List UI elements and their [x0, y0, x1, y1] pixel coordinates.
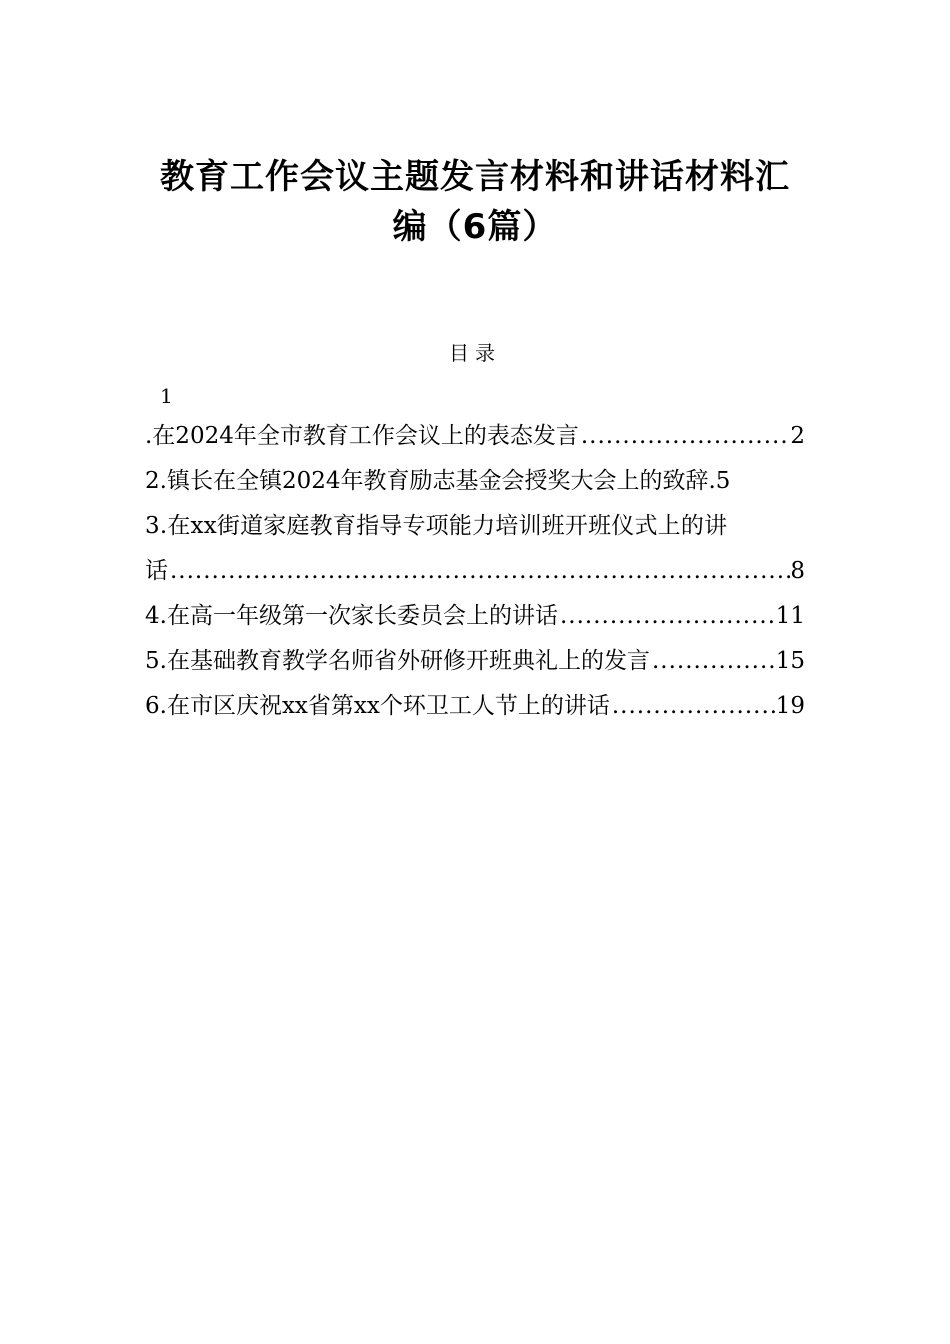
- toc-entry-5[interactable]: [145, 639, 805, 684]
- toc-entry-label: 4.在高一年级第一次家长委员会上的讲话: [145, 603, 558, 629]
- toc-leader-dots: [610, 684, 776, 729]
- document-title-line-2: 编（6篇）: [392, 207, 558, 247]
- toc-entry-label: 2.镇长在全镇2024年教育励志基金会授奖大会上的致辞.: [145, 468, 716, 494]
- toc-entry-6[interactable]: [145, 684, 805, 729]
- toc-entry-2[interactable]: [145, 459, 805, 504]
- toc-leader-dots: [168, 549, 790, 594]
- toc-leader-dots: [579, 414, 791, 459]
- toc-lead-number: 1: [160, 384, 173, 408]
- toc-entry-4[interactable]: [145, 594, 805, 639]
- toc-entry-page: 8: [790, 558, 805, 584]
- document-title: [145, 152, 805, 252]
- toc-entry-page: 15: [775, 648, 805, 674]
- toc-entry-label: .在2024年全市教育工作会议上的表态发言: [145, 423, 579, 449]
- toc-entry-page: 11: [775, 603, 805, 629]
- toc-leader-dots: [558, 594, 776, 639]
- toc-entry-page: 5: [715, 468, 731, 494]
- toc-leader-dots: [650, 639, 776, 684]
- toc-entry-3-continuation: [145, 549, 805, 594]
- toc-entry-page: 2: [790, 423, 805, 449]
- toc-entry-1[interactable]: [145, 414, 805, 459]
- toc-entry-label-continued: 话: [145, 558, 168, 584]
- table-of-contents: [145, 378, 805, 729]
- toc-heading: 目录: [449, 341, 501, 365]
- document-title-line-1: 教育工作会议主题发言材料和讲话材料汇: [160, 157, 790, 197]
- toc-entry-label: 5.在基础教育教学名师省外研修开班典礼上的发言: [145, 648, 650, 674]
- toc-entry-3[interactable]: [145, 504, 805, 594]
- toc-entry-label: 3.在xx街道家庭教育指导专项能力培训班开班仪式上的讲: [145, 513, 728, 539]
- toc-entry-page: 19: [775, 693, 805, 719]
- toc-entry-label: 6.在市区庆祝xx省第xx个环卫工人节上的讲话: [145, 693, 610, 719]
